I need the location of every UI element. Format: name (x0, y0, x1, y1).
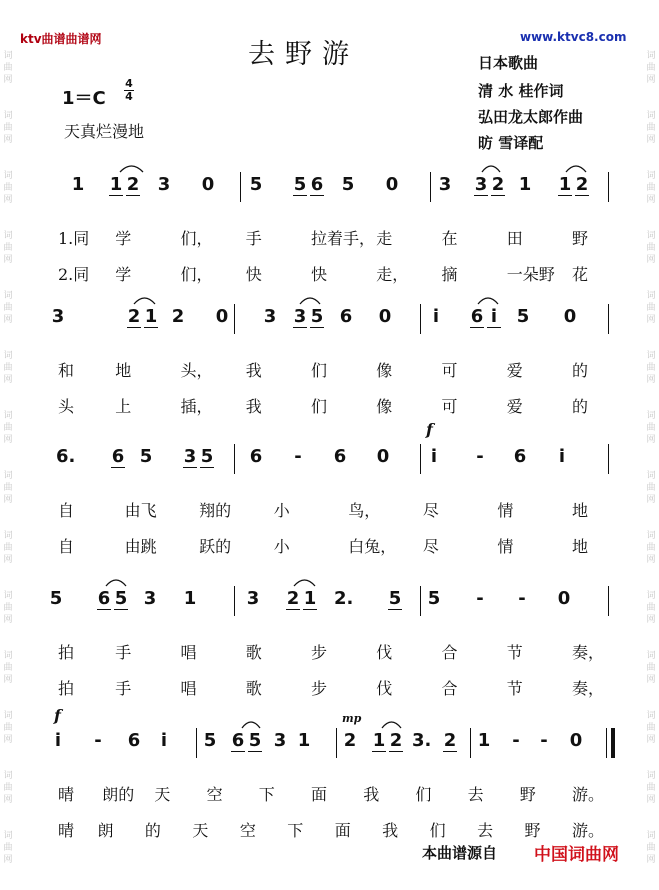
dynamic-mark: f (426, 420, 433, 439)
lyric-syllable: 我 (245, 361, 262, 380)
lyric-syllable: 田 (506, 229, 523, 248)
note: 5 (427, 588, 441, 609)
note: 5 (49, 588, 63, 609)
note: 6 (231, 730, 245, 751)
lyric-syllable: 的 (144, 821, 161, 840)
note: 6 (310, 174, 324, 195)
note: 0 (385, 174, 399, 195)
note: 6 (97, 588, 111, 609)
note: 3 (51, 306, 65, 327)
lyric-syllable: 摘 (441, 265, 458, 284)
lyric-syllable: 奏， (572, 679, 605, 698)
note: i (430, 446, 438, 467)
lyric-syllable: 头 (58, 397, 75, 416)
note: 0 (557, 588, 571, 609)
note: 1 (71, 174, 85, 195)
lyric-syllable: 尽 (422, 501, 439, 520)
lyric-syllable: 步 (311, 643, 328, 662)
note: - (476, 588, 484, 609)
lyric-syllable: 头， (180, 361, 213, 380)
time-signature-top: 4 (125, 77, 133, 90)
note: 3 (293, 306, 307, 327)
note: - (94, 730, 102, 751)
lyric-syllable: 快 (245, 265, 262, 284)
note: 2 (343, 730, 357, 751)
credit-translator: 昉 雪译配 (478, 134, 544, 152)
note: 1 (183, 588, 197, 609)
note: 0 (201, 174, 215, 195)
slur (482, 166, 500, 172)
lyric-syllable: 在 (441, 229, 458, 248)
lyric-syllable: 歌 (245, 643, 262, 662)
source-site: 中国词曲网 (534, 845, 619, 865)
note: 5 (310, 306, 324, 327)
note: 2 (286, 588, 300, 609)
lyric-syllable: 们 (311, 361, 328, 380)
note: 5 (114, 588, 128, 609)
key-signature: 1＝C (62, 88, 106, 109)
note: 6 (333, 446, 347, 467)
note: 3. (412, 730, 432, 751)
lyric-syllable: 朗 (97, 821, 114, 840)
lyric-syllable: 鸟， (348, 501, 381, 520)
note: 0 (378, 306, 392, 327)
note: 6 (127, 730, 141, 751)
lyric-syllable: 可 (441, 397, 458, 416)
lyric-syllable: 跃的 (199, 537, 232, 556)
source-label: 本曲谱源自 (422, 844, 498, 862)
slur (294, 580, 315, 586)
lyric-syllable: 插， (180, 397, 213, 416)
lyric-syllable: 晴 (58, 785, 75, 804)
lyric-syllable: 走 (376, 229, 393, 248)
note: 2 (171, 306, 185, 327)
slur (478, 298, 498, 304)
lyric-syllable: 唱 (180, 643, 197, 662)
note: i (432, 306, 440, 327)
lyric-syllable: 们 (429, 821, 446, 840)
lyric-syllable: 拍 (58, 643, 75, 662)
lyric-syllable: 我 (363, 785, 380, 804)
lyric-syllable: 手 (245, 229, 262, 248)
slur (120, 166, 143, 172)
lyric-syllable: 和 (58, 361, 75, 380)
lyric-syllable: 我 (382, 821, 399, 840)
note: 3 (183, 446, 197, 467)
slur (106, 580, 126, 586)
lyric-syllable: 走， (376, 265, 409, 284)
lyric-syllable: 拉着手， (311, 229, 376, 248)
lyric-syllable: 地 (115, 361, 132, 380)
lyric-syllable: 下 (258, 785, 275, 804)
note: - (294, 446, 302, 467)
lyric-syllable: 合 (441, 643, 458, 662)
note: 0 (215, 306, 229, 327)
note: i (486, 306, 502, 327)
dynamic-mark: f (54, 706, 61, 725)
note: 5 (388, 588, 402, 609)
credit-lyricist: 清 水 桂作词 (478, 82, 564, 100)
lyric-syllable: 情 (497, 537, 514, 556)
lyric-syllable: 2.同 (58, 265, 90, 284)
song-title: 去野游 (248, 39, 359, 70)
lyric-syllable: 像 (376, 397, 393, 416)
lyric-syllable: 地 (572, 501, 589, 520)
note: 6 (513, 446, 527, 467)
dynamic-mark: mp (342, 712, 362, 725)
lyric-syllable: 的 (572, 361, 589, 380)
lyric-syllable: 爱 (506, 361, 523, 380)
note: 1 (372, 730, 386, 751)
lyric-syllable: 面 (334, 821, 351, 840)
note: 0 (563, 306, 577, 327)
lyric-syllable: 步 (311, 679, 328, 698)
note: 0 (376, 446, 390, 467)
lyric-syllable: 一朵野 (506, 265, 555, 284)
lyric-syllable: 去 (467, 785, 484, 804)
lyric-syllable: 手 (115, 679, 132, 698)
lyric-syllable: 去 (477, 821, 494, 840)
note: 2 (491, 174, 505, 195)
lyric-syllable: 由飞 (124, 501, 157, 520)
lyric-syllable: 翔的 (199, 501, 232, 520)
lyric-syllable: 朗的 (102, 785, 135, 804)
note: 5 (516, 306, 530, 327)
note: i (558, 446, 566, 467)
site-watermark-right: www.ktvc8.com (520, 30, 627, 44)
lyric-syllable: 空 (239, 821, 256, 840)
lyric-syllable: 野 (572, 229, 589, 248)
lyric-syllable: 爱 (506, 397, 523, 416)
slur (566, 166, 586, 172)
note: 3 (143, 588, 157, 609)
slur (382, 722, 401, 728)
note: 5 (203, 730, 217, 751)
note: i (54, 730, 62, 751)
lyric-syllable: 们， (180, 229, 213, 248)
note: - (512, 730, 520, 751)
lyric-syllable: 小 (273, 537, 290, 556)
slur (300, 298, 320, 304)
lyric-syllable: 奏， (572, 643, 605, 662)
lyric-syllable: 游。 (572, 785, 605, 804)
note: 2. (334, 588, 354, 609)
note: 5 (249, 174, 263, 195)
lyric-syllable: 我 (245, 397, 262, 416)
lyric-syllable: 们， (180, 265, 213, 284)
time-signature-bottom: 4 (125, 90, 133, 103)
note: 6. (56, 446, 76, 467)
lyric-syllable: 可 (441, 361, 458, 380)
note: 1 (144, 306, 158, 327)
lyric-syllable: 快 (311, 265, 328, 284)
note: 5 (248, 730, 262, 751)
lyric-syllable: 节 (506, 679, 523, 698)
lyric-syllable: 野 (519, 785, 536, 804)
note: 3 (263, 306, 277, 327)
lyric-syllable: 天 (192, 821, 209, 840)
slur (242, 722, 260, 728)
note: 1 (477, 730, 491, 751)
note: 2 (126, 174, 140, 195)
note: 5 (293, 174, 307, 195)
lyric-syllable: 的 (572, 397, 589, 416)
lyric-syllable: 伐 (376, 643, 393, 662)
note: 3 (246, 588, 260, 609)
lyric-syllable: 上 (115, 397, 132, 416)
lyric-syllable: 花 (572, 265, 589, 284)
note: 6 (339, 306, 353, 327)
note: 5 (139, 446, 153, 467)
note: 2 (575, 174, 589, 195)
note: 3 (438, 174, 452, 195)
lyric-syllable: 地 (572, 537, 589, 556)
lyric-syllable: 节 (506, 643, 523, 662)
lyric-syllable: 伐 (376, 679, 393, 698)
note: - (476, 446, 484, 467)
note: - (540, 730, 548, 751)
lyric-syllable: 游。 (572, 821, 605, 840)
lyric-syllable: 晴 (58, 821, 75, 840)
note: 1 (303, 588, 317, 609)
lyric-syllable: 拍 (58, 679, 75, 698)
note: 1 (297, 730, 311, 751)
lyric-syllable: 小 (273, 501, 290, 520)
lyric-syllable: 情 (497, 501, 514, 520)
note: - (518, 588, 526, 609)
note: 2 (443, 730, 457, 751)
note: 5 (200, 446, 214, 467)
lyric-syllable: 合 (441, 679, 458, 698)
slur (134, 298, 155, 304)
lyric-syllable: 手 (115, 643, 132, 662)
site-watermark-left: ktv曲谱曲谱网 (20, 32, 102, 46)
note: 6 (111, 446, 125, 467)
lyric-syllable: 野 (524, 821, 541, 840)
lyric-syllable: 们 (311, 397, 328, 416)
note: 5 (341, 174, 355, 195)
lyric-syllable: 们 (415, 785, 432, 804)
lyric-syllable: 下 (287, 821, 304, 840)
note: 3 (157, 174, 171, 195)
lyric-syllable: 像 (376, 361, 393, 380)
note: 3 (474, 174, 488, 195)
lyric-syllable: 白兔， (348, 537, 397, 556)
note: 6 (470, 306, 484, 327)
lyric-syllable: 面 (311, 785, 328, 804)
note: 2 (389, 730, 403, 751)
lyric-syllable: 学 (115, 229, 132, 248)
lyric-syllable: 歌 (245, 679, 262, 698)
note: 3 (273, 730, 287, 751)
lyric-syllable: 自 (58, 537, 75, 556)
lyric-syllable: 1.同 (58, 229, 90, 248)
note: 1 (558, 174, 572, 195)
tempo-marking: 天真烂漫地 (64, 122, 145, 141)
lyric-syllable: 尽 (422, 537, 439, 556)
lyric-syllable: 天 (154, 785, 171, 804)
lyric-syllable: 自 (58, 501, 75, 520)
note: i (160, 730, 168, 751)
credit-composer: 弘田龙太郎作曲 (478, 108, 584, 126)
note: 6 (249, 446, 263, 467)
credit-origin: 日本歌曲 (478, 54, 539, 72)
lyric-syllable: 学 (115, 265, 132, 284)
note: 2 (127, 306, 141, 327)
note: 1 (518, 174, 532, 195)
note: 0 (569, 730, 583, 751)
lyric-syllable: 空 (206, 785, 223, 804)
lyric-syllable: 由跳 (124, 537, 157, 556)
lyric-syllable: 唱 (180, 679, 197, 698)
note: 1 (109, 174, 123, 195)
